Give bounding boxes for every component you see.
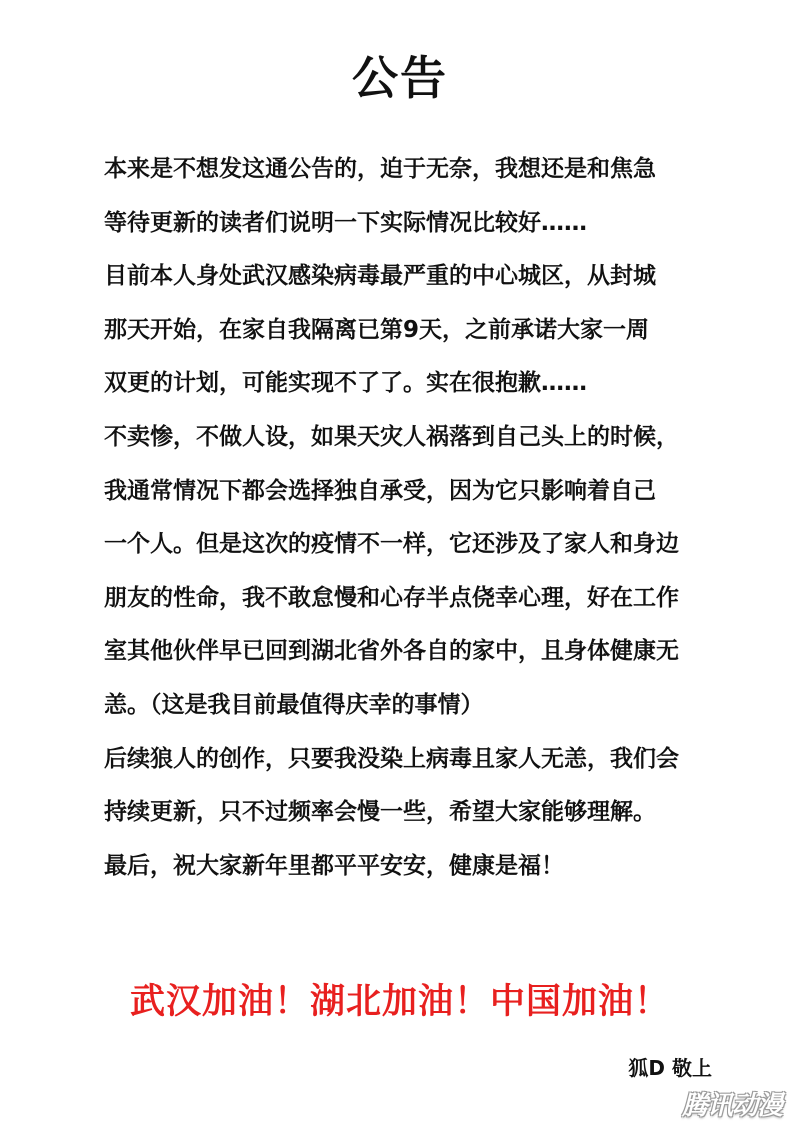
notice-title: 公告: [352, 51, 448, 105]
notice-line: 不卖惨，不做人设，如果天灾人祸落到自己头上的时候，: [104, 423, 679, 450]
notice-line: 一个人。但是这次的疫情不一样，它还涉及了家人和身边: [104, 531, 679, 558]
notice-line: 那天开始，在家自我隔离已第9天，之前承诺大家一周: [104, 316, 650, 343]
watermark-logo: 腾讯动漫: [681, 1091, 782, 1121]
notice-line: 朋友的性命，我不敢怠慢和心存半点侥幸心理，好在工作: [104, 584, 679, 611]
cheer-slogan: 武汉加油！湖北加油！中国加油！: [129, 982, 670, 1022]
notice-body: [104, 143, 744, 893]
notice-line: 等待更新的读者们说明一下实际情况比较好……: [104, 209, 587, 236]
notice-line: 持续更新，只不过频率会慢一些，希望大家能够理解。: [104, 799, 656, 826]
notice-line: 室其他伙伴早已回到湖北省外各自的家中，且身体健康无: [104, 638, 679, 665]
notice-line: 我通常情况下都会选择独自承受，因为它只影响着自己: [104, 477, 656, 504]
signature: 狐D 敬上: [628, 1056, 712, 1080]
notice-line: 后续狼人的创作，只要我没染上病毒且家人无恙，我们会: [104, 745, 679, 772]
notice-line: 双更的计划，可能实现不了了。实在很抱歉……: [104, 370, 587, 397]
notice-line: 目前本人身处武汉感染病毒最严重的中心城区，从封城: [104, 263, 656, 290]
notice-line: 恙。（这是我目前最值得庆幸的事情）: [104, 691, 484, 718]
notice-line: 本来是不想发这通公告的，迫于无奈，我想还是和焦急: [104, 156, 656, 182]
notice-line: 最后，祝大家新年里都平平安安，健康是福！: [104, 852, 564, 879]
